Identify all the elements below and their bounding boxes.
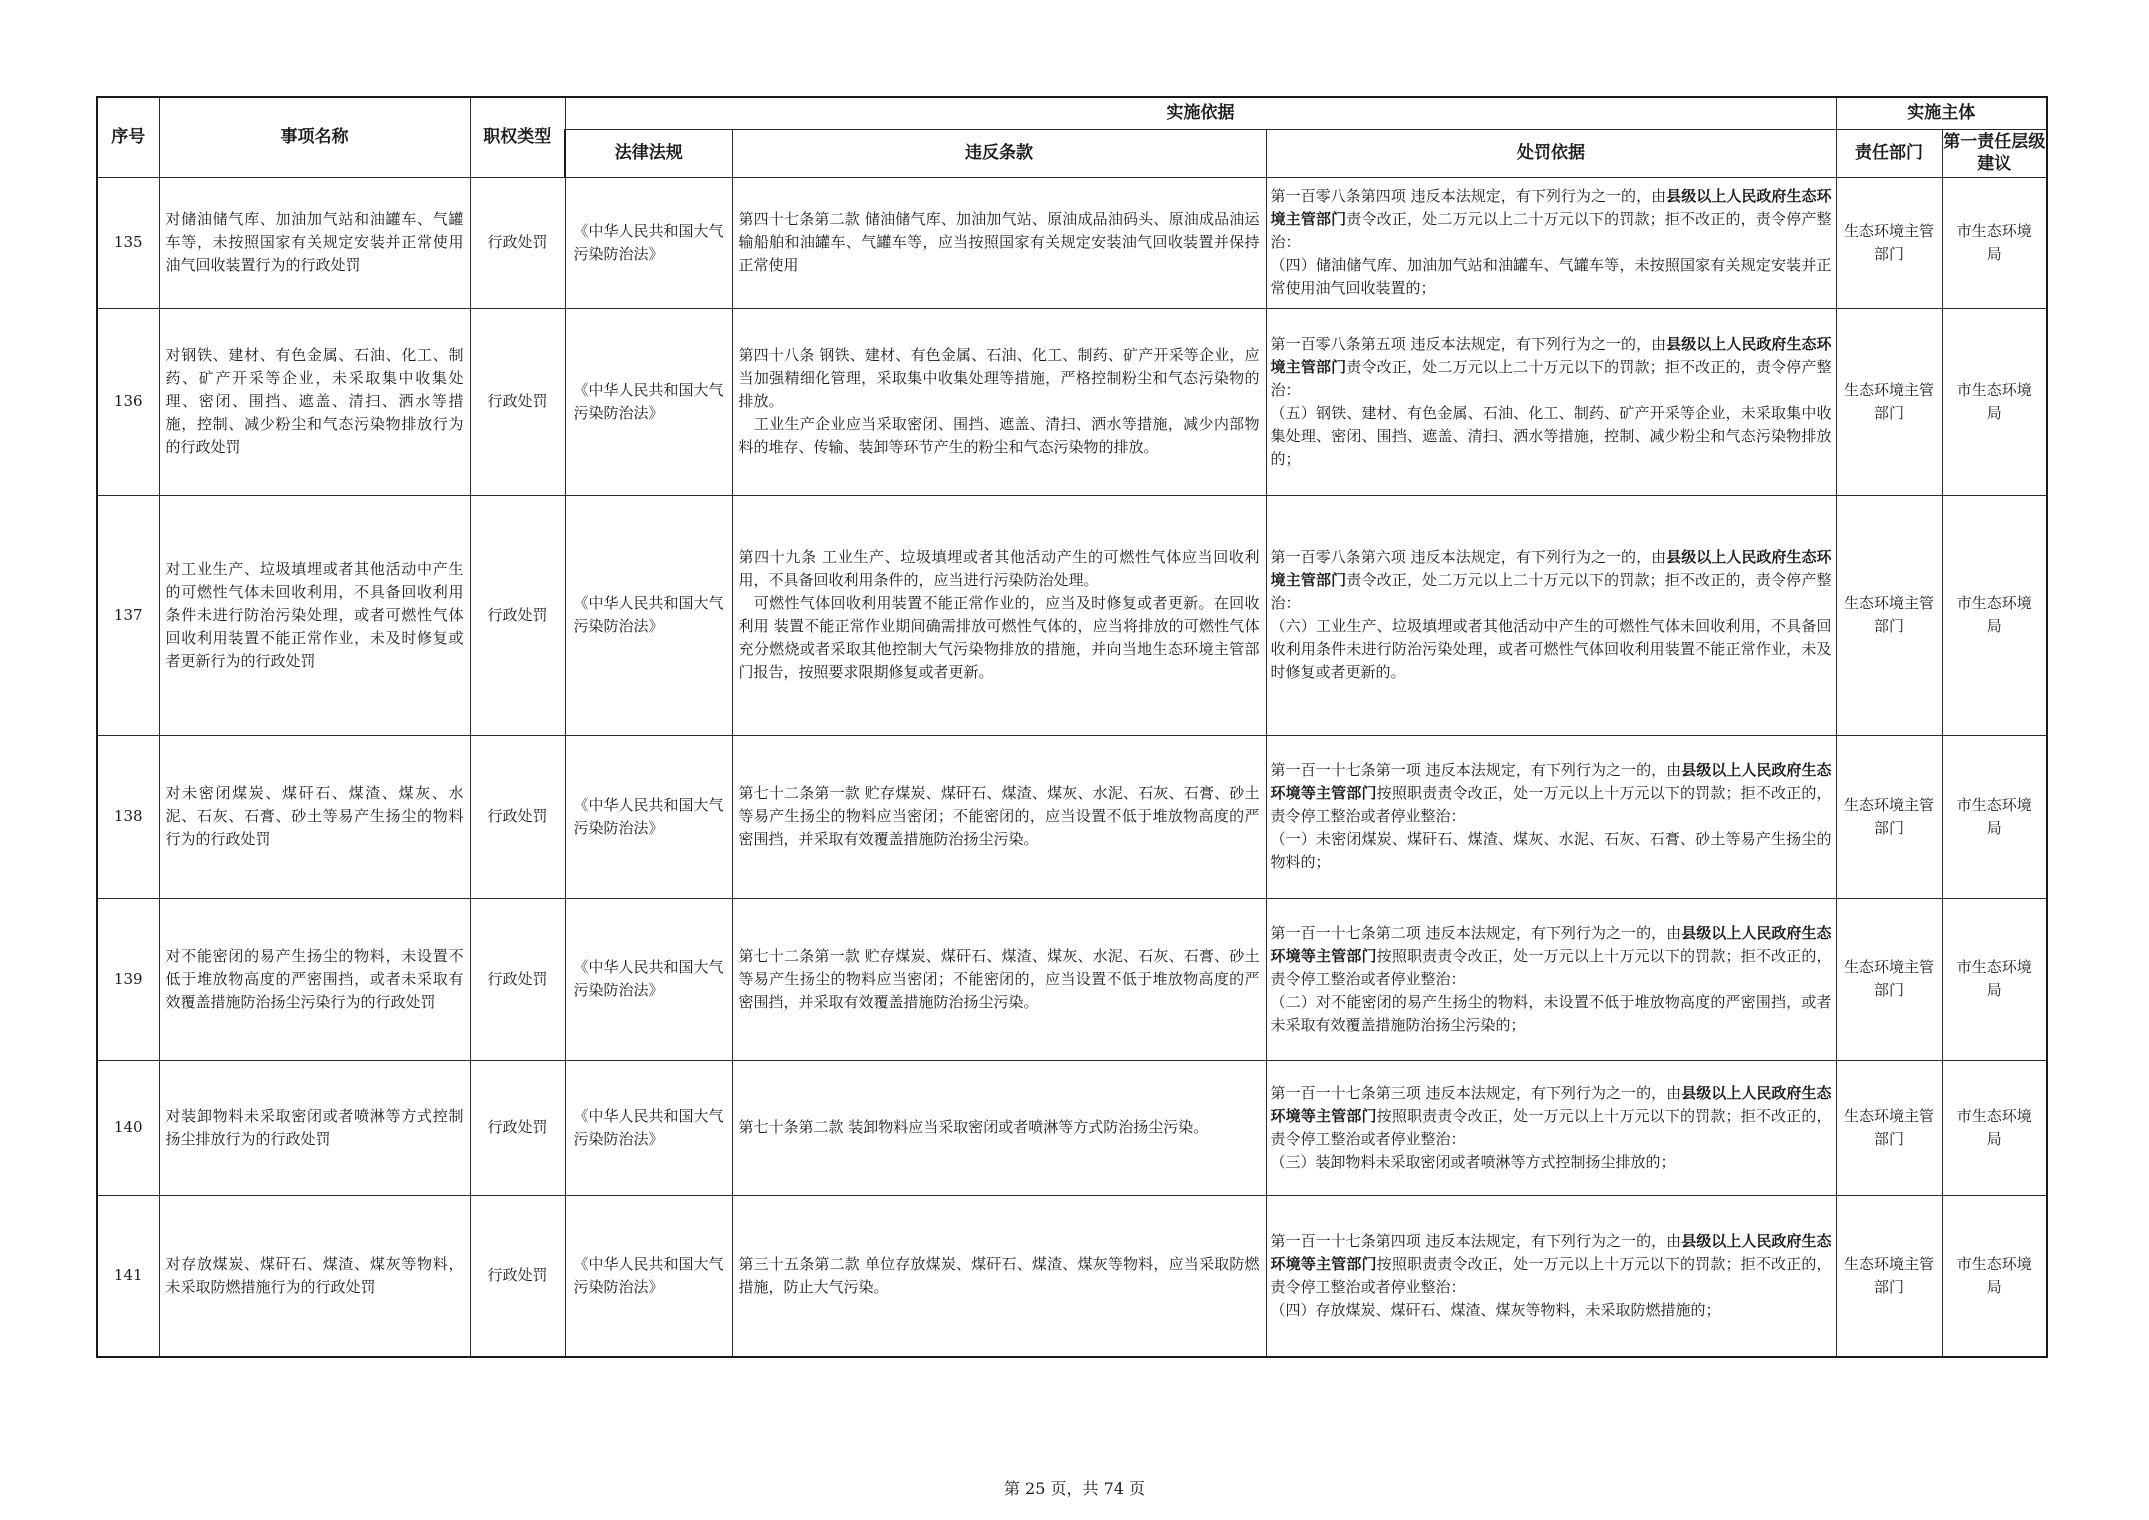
- authority-type: [470, 1195, 565, 1357]
- authority-type: [470, 177, 565, 308]
- violated-clause: [732, 308, 1266, 495]
- row-number-text: 141: [113, 1266, 143, 1285]
- header-subject-group: 实施主体: [1836, 97, 2047, 129]
- penalty-intro: 第一百一十七条第三项 违反本法规定，有下列行为之一的，由: [1270, 1083, 1682, 1102]
- penalty-intro: 第一百一十七条第四项 违反本法规定，有下列行为之一的，由: [1270, 1231, 1682, 1250]
- penalty-basis-text: [1271, 922, 1832, 1037]
- responsible-dept-text: 生态环境主管部门: [1843, 795, 1934, 837]
- penalty-basis: [1266, 735, 1836, 898]
- item-name: [159, 735, 470, 898]
- penalty-authority: 县级以上人民政府生态环境等主管部门: [1270, 1083, 1832, 1125]
- row-number-text: 138: [113, 807, 143, 825]
- penalty-authority: 县级以上人民政府生态环境主管部门: [1270, 334, 1832, 376]
- item-name: [159, 177, 470, 308]
- law-name-text: 《中华人民共和国大气污染防治法》: [573, 594, 724, 635]
- violated-clause: [732, 177, 1266, 308]
- level-suggestion: [1942, 308, 2047, 495]
- penalty-detail: 按照职责责令改正，处一万元以上十万元以下的罚款；拒不改正的，责令停工整治或者停业整治： （三）装卸物料未采取密闭或者喷淋等方式控制扬尘排放的；: [1270, 1106, 1832, 1171]
- level-suggestion-text: 市生态环境局: [1956, 958, 2032, 999]
- row-number-text: 139: [113, 969, 143, 988]
- violated-clause-text: 第三十五条第二款 单位存放煤炭、煤矸石、煤渣、煤灰等物料，应当采取防燃措施，防止大气污染。: [738, 1254, 1260, 1296]
- penalty-basis-text: [1271, 546, 1832, 684]
- law-name: [565, 177, 732, 308]
- penalty-authority: 县级以上人民政府生态环境等主管部门: [1270, 923, 1832, 965]
- penalty-basis-text: [1271, 1230, 1832, 1322]
- violated-clause-text: 第七十二条第一款 贮存煤炭、煤矸石、煤渣、煤灰、水泥、石灰、石膏、砂土等易产生扬尘的物料应当密闭；不能密闭的，应当设置不低于堆放物高度的严密围挡，并采取有效覆盖措施防治扬尘污染。: [738, 784, 1260, 848]
- law-name-text: 《中华人民共和国大气污染防治法》: [573, 795, 724, 837]
- penalty-intro: 第一百零八条第五项 违反本法规定，有下列行为之一的，由: [1270, 334, 1667, 353]
- penalty-intro: 第一百一十七条第二项 违反本法规定，有下列行为之一的，由: [1270, 923, 1682, 942]
- penalty-detail: 按照职责责令改正，处一万元以上十万元以下的罚款；拒不改正的，责令停工整治或者停业整治： （一）未密闭煤炭、煤矸石、煤渣、煤灰、水泥、石灰、石膏、砂土等易产生扬尘的物料的；: [1270, 784, 1832, 871]
- table-row: [97, 898, 2047, 1060]
- responsible-dept-text: 生态环境主管部门: [1843, 1106, 1934, 1148]
- level-suggestion: [1942, 1060, 2047, 1195]
- violated-clause: [732, 495, 1266, 735]
- row-number-text: 136: [113, 392, 143, 410]
- responsible-dept: [1836, 898, 1942, 1060]
- penalty-basis-text: [1271, 759, 1832, 874]
- row-number-text: 137: [113, 605, 143, 624]
- responsible-dept: [1836, 1195, 1942, 1357]
- row-number-text: 135: [113, 233, 143, 251]
- responsible-dept: [1836, 308, 1942, 495]
- violated-clause: [732, 735, 1266, 898]
- header-level: 第一责任层级建议: [1942, 129, 2047, 177]
- penalty-detail: 按照职责责令改正，处一万元以上十万元以下的罚款；拒不改正的，责令停工整治或者停业整治： （四）存放煤炭、煤矸石、煤渣、煤灰等物料，未采取防燃措施的；: [1270, 1254, 1832, 1319]
- law-name: [565, 1060, 732, 1195]
- item-name-text: 对不能密闭的易产生扬尘的物料，未设置不低于堆放物高度的严密围挡，或者未采取有效覆盖措施防治扬尘污染行为的行政处罚: [165, 946, 464, 1011]
- violated-clause: [732, 1060, 1266, 1195]
- law-name-text: 《中华人民共和国大气污染防治法》: [573, 958, 724, 999]
- penalty-authority: 县级以上人民政府生态环境等主管部门: [1270, 761, 1832, 802]
- level-suggestion-text: 市生态环境局: [1956, 795, 2032, 837]
- item-name: [159, 898, 470, 1060]
- penalty-basis: [1266, 308, 1836, 495]
- law-name-text: 《中华人民共和国大气污染防治法》: [573, 1254, 724, 1296]
- level-suggestion-text: 市生态环境局: [1956, 380, 2032, 422]
- authority-type: [470, 495, 565, 735]
- violated-clause-text: 第七十二条第一款 贮存煤炭、煤矸石、煤渣、煤灰、水泥、石灰、石膏、砂土等易产生扬尘的物料应当密闭；不能密闭的，应当设置不低于堆放物高度的严密围挡，并采取有效覆盖措施防治扬尘污染。: [738, 946, 1260, 1011]
- table-row: [97, 1060, 2047, 1195]
- row-number: [97, 735, 159, 898]
- violated-clause-text: 第四十七条第二款 储油储气库、加油加气站、原油成品油码头、原油成品油运输船舶和油罐车、气罐车等，应当按照国家有关规定安装油气回收装置并保持正常使用: [738, 210, 1260, 274]
- table-row: [97, 1195, 2047, 1357]
- header-penalty: 处罚依据: [1266, 129, 1836, 177]
- violated-clause-text: 第四十九条 工业生产、垃圾填埋或者其他活动产生的可燃性气体应当回收利用，不具备回收利用条件的，应当进行污染防治处理。 可燃性气体回收利用装置不能正常作业的，应当及时修复或者更新。在回收利用 装置不能正常作业期间确需排放可燃性气体的，应当将排放的可燃性气体充分燃烧或者采取其他控制大气污染物排放的措施，并向当地生态环境主管部门报告，按照要求限期修复或者更新。: [738, 548, 1260, 681]
- item-name: [159, 1060, 470, 1195]
- row-number: [97, 308, 159, 495]
- law-name-text: 《中华人民共和国大气污染防治法》: [573, 1106, 724, 1148]
- level-suggestion-text: 市生态环境局: [1956, 594, 2032, 635]
- violated-clause-text: 第四十八条 钢铁、建材、有色金属、石油、化工、制药、矿产开采等企业，应当加强精细化管理，采取集中收集处理等措施，严格控制粉尘和气态污染物的排放。 工业生产企业应当采取密闭、围挡、遮盖、清扫、洒水等措施，减少内部物料的堆存、传输、装卸等环节产生的粉尘和气态污染物的排放。: [738, 346, 1260, 456]
- row-number: [97, 177, 159, 308]
- item-name-text: 对未密闭煤炭、煤矸石、煤渣、煤灰、水泥、石灰、石膏、砂土等易产生扬尘的物料行为的行政处罚: [165, 784, 464, 848]
- header-name: 事项名称: [159, 97, 470, 177]
- authority-type-text: 行政处罚: [487, 969, 548, 988]
- authority-type-text: 行政处罚: [487, 1266, 548, 1285]
- law-name: [565, 898, 732, 1060]
- penalty-basis: [1266, 1195, 1836, 1357]
- violated-clause: [732, 1195, 1266, 1357]
- item-name-text: 对装卸物料未采取密闭或者喷淋等方式控制扬尘排放行为的行政处罚: [165, 1106, 464, 1148]
- penalty-detail: 责令改正，处二万元以上二十万元以下的罚款；拒不改正的，责令停产整治： （六）工业生产、垃圾填埋或者其他活动中产生的可燃性气体未回收利用，不具备回收利用条件未进行防治污染处理，或者可燃性气体回收利用装置不能正常作业，未及时修复或者更新的。: [1270, 571, 1832, 681]
- penalty-authority: 县级以上人民政府生态环境主管部门: [1270, 548, 1832, 589]
- law-name-text: 《中华人民共和国大气污染防治法》: [573, 380, 724, 422]
- penalty-basis-text: [1271, 1082, 1832, 1174]
- authority-type-text: 行政处罚: [487, 233, 548, 251]
- authority-type-text: 行政处罚: [487, 807, 548, 825]
- law-name: [565, 735, 732, 898]
- responsible-dept: [1836, 1060, 1942, 1195]
- item-name-text: 对钢铁、建材、有色金属、石油、化工、制药、矿产开采等企业，未采取集中收集处理、密闭、围挡、遮盖、清扫、洒水等措施，控制、减少粉尘和气态污染物排放行为的行政处罚: [165, 346, 464, 456]
- penalty-authority: 县级以上人民政府生态环境主管部门: [1270, 187, 1832, 228]
- penalty-basis-text: [1271, 333, 1832, 471]
- authority-type: [470, 898, 565, 1060]
- level-suggestion: [1942, 177, 2047, 308]
- responsible-dept: [1836, 177, 1942, 308]
- responsible-dept: [1836, 735, 1942, 898]
- law-name: [565, 308, 732, 495]
- header-basis-group: 实施依据: [565, 97, 1836, 129]
- penalty-basis: [1266, 898, 1836, 1060]
- level-suggestion: [1942, 1195, 2047, 1357]
- item-name: [159, 1195, 470, 1357]
- penalty-authority: 县级以上人民政府生态环境等主管部门: [1270, 1231, 1832, 1273]
- page-number: 第 25 页，共 74 页: [1003, 1479, 1146, 1498]
- item-name-text: 对储油储气库、加油加气站和油罐车、气罐车等，未按照国家有关规定安装并正常使用油气回收装置行为的行政处罚: [165, 210, 464, 274]
- authority-type: [470, 735, 565, 898]
- penalty-intro: 第一百零八条第六项 违反本法规定，有下列行为之一的，由: [1270, 548, 1667, 566]
- penalty-intro: 第一百零八条第四项 违反本法规定，有下列行为之一的，由: [1270, 187, 1667, 205]
- penalty-basis: [1266, 177, 1836, 308]
- penalty-items-table: [96, 96, 2048, 1358]
- header-num: 序号: [97, 97, 159, 177]
- row-number: [97, 898, 159, 1060]
- level-suggestion: [1942, 898, 2047, 1060]
- penalty-detail: 责令改正，处二万元以上二十万元以下的罚款；拒不改正的，责令停产整治： （四）储油储气库、加油加气站和油罐车、气罐车等，未按照国家有关规定安装并正常使用油气回收装置的；: [1270, 210, 1832, 297]
- level-suggestion: [1942, 735, 2047, 898]
- responsible-dept-text: 生态环境主管部门: [1843, 380, 1934, 422]
- row-number: [97, 1060, 159, 1195]
- header-type: 职权类型: [470, 97, 565, 177]
- authority-type-text: 行政处罚: [487, 605, 548, 624]
- item-name-text: 对存放煤炭、煤矸石、煤渣、煤灰等物料，未采取防燃措施行为的行政处罚: [165, 1254, 464, 1296]
- header-violated: 违反条款: [732, 129, 1266, 177]
- item-name: [159, 495, 470, 735]
- level-suggestion-text: 市生态环境局: [1956, 1106, 2032, 1148]
- responsible-dept-text: 生态环境主管部门: [1843, 594, 1934, 635]
- row-number: [97, 495, 159, 735]
- violated-clause: [732, 898, 1266, 1060]
- item-name: [159, 308, 470, 495]
- table-row: [97, 495, 2047, 735]
- violated-clause-text: 第七十条第二款 装卸物料应当采取密闭或者喷淋等方式防治扬尘污染。: [738, 1118, 1209, 1136]
- authority-type-text: 行政处罚: [487, 1118, 548, 1136]
- responsible-dept: [1836, 495, 1942, 735]
- item-name-text: 对工业生产、垃圾填埋或者其他活动中产生的可燃性气体未回收利用，不具备回收利用条件未进行防治污染处理，或者可燃性气体回收利用装置不能正常作业，未及时修复或者更新行为的行政处罚: [165, 559, 464, 670]
- header-dept: 责任部门: [1836, 129, 1942, 177]
- penalty-basis: [1266, 1060, 1836, 1195]
- table-row: [97, 308, 2047, 495]
- row-number-text: 140: [113, 1118, 143, 1136]
- table-body: [97, 177, 2047, 1357]
- penalty-basis: [1266, 495, 1836, 735]
- table-row: [97, 735, 2047, 898]
- level-suggestion-text: 市生态环境局: [1956, 221, 2032, 263]
- penalty-basis-text: [1271, 185, 1832, 300]
- law-name: [565, 1195, 732, 1357]
- responsible-dept-text: 生态环境主管部门: [1843, 1254, 1934, 1296]
- authority-type: [470, 308, 565, 495]
- penalty-intro: 第一百一十七条第一项 违反本法规定，有下列行为之一的，由: [1270, 761, 1682, 779]
- penalty-detail: 按照职责责令改正，处一万元以上十万元以下的罚款；拒不改正的，责令停工整治或者停业整治： （二）对不能密闭的易产生扬尘的物料，未设置不低于堆放物高度的严密围挡，或者未采取有效覆盖措施防治扬尘污染的；: [1270, 946, 1832, 1034]
- level-suggestion-text: 市生态环境局: [1956, 1254, 2032, 1296]
- authority-type: [470, 1060, 565, 1195]
- header-law: 法律法规: [565, 129, 732, 177]
- authority-type-text: 行政处罚: [487, 392, 548, 410]
- responsible-dept-text: 生态环境主管部门: [1843, 958, 1934, 999]
- row-number: [97, 1195, 159, 1357]
- penalty-detail: 责令改正，处二万元以上二十万元以下的罚款；拒不改正的，责令停产整治： （五）钢铁、建材、有色金属、石油、化工、制药、矿产开采等企业，未采取集中收集处理、密闭、围挡、遮盖、清扫、洒水等措施，控制、减少粉尘和气态污染物排放的；: [1270, 357, 1832, 468]
- table-row: [97, 177, 2047, 308]
- law-name-text: 《中华人民共和国大气污染防治法》: [573, 221, 724, 263]
- level-suggestion: [1942, 495, 2047, 735]
- responsible-dept-text: 生态环境主管部门: [1843, 221, 1934, 263]
- law-name: [565, 495, 732, 735]
